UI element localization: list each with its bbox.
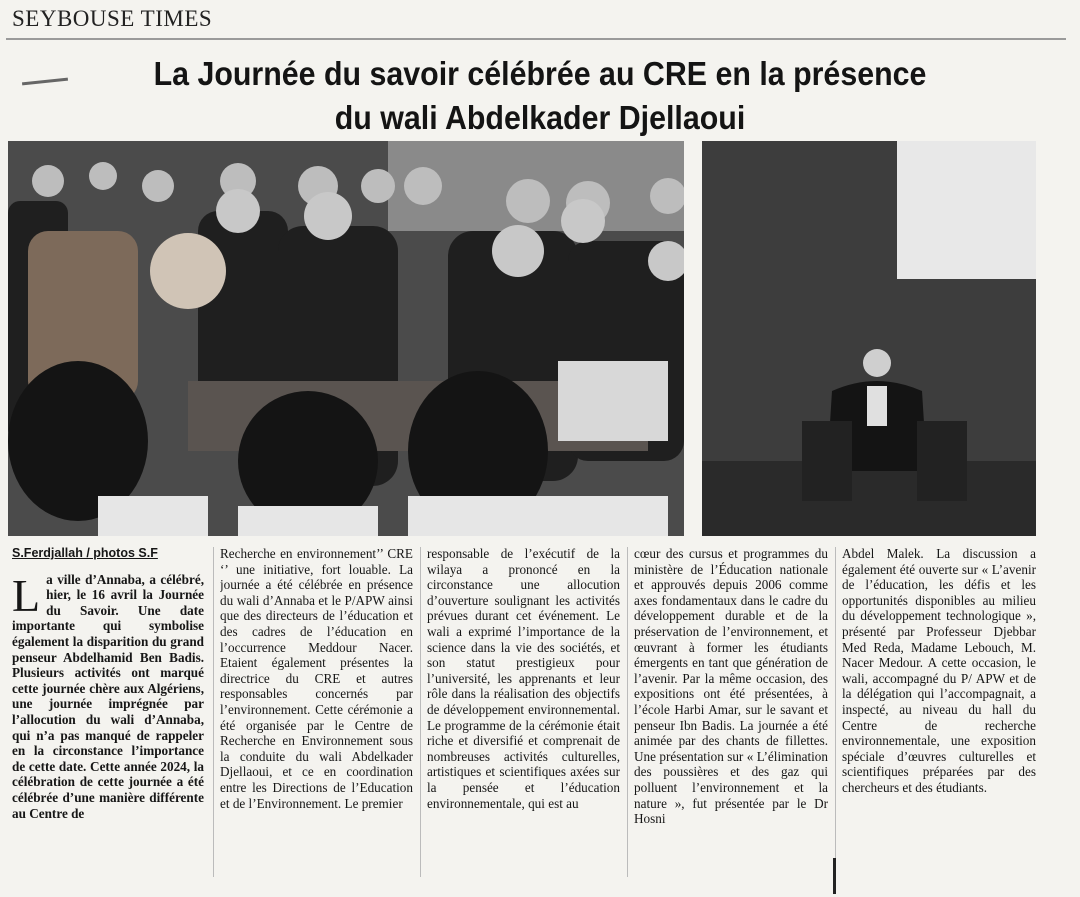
column-4-text: cœur des cursus et programmes du ministère de l’Éducation nationale et approuvés depuis 2006 comme axes fondamentaux dans le cadre du développement durable et de la préservation de l’environnement, et œuvrant à former les étudiants émergents en tant que génération de l’avenir. Par la même occasion, des expositions ont été présentées, à l’école Harbi Amar, sur le savant et penseur Ibn Badis. La journée a été animée par des chants de fillettes. Une présentation sur « L’élimination des poussières et des gaz qui polluent l’environnement et la nature », fut présentée par le Dr Hosni — [634, 546, 828, 827]
column-5-text: Abdel Malek. La discussion a également été ouverte sur « L’avenir de l’éducation, les défis et les opportunités disponibles au milieu du développement technologique », présenté par Professeur Djebbar Med Reda, Madame Lebouch, M. Nacer Medour. A cette occasion, le wali, accompagné du P/ APW et de la délégation qui l’accompagnait, a inspecté, au niveau du hall du Centre de recherche environnementale, une exposition spéciale d’œuvres culturelles et scientifiques préparées par des chercheurs et des étudiants. — [842, 546, 1036, 795]
masthead-rule — [6, 38, 1066, 40]
photo-ceremony-crowd — [8, 141, 684, 536]
drop-cap: L — [12, 569, 41, 621]
column-3-text: responsable de l’exécutif de la wilaya a prononcé en la circonstance une allocution d’ouverture soulignant les activités prévues durant cet événement. Le wali a exprimé l’importance de la science dans la vie des sociétés, et son statut prestigieux pour l’université, les apprenants et leur rôle dans la réalisation des objectifs de développement environnemental. Le programme de la cérémonie était riche et diversifié et comprenait de nombreuses activités culturelles, artistiques et scientifiques axées sur la pensée et l’éducation environnementale, qui est au — [427, 546, 620, 811]
decorative-dash — [22, 78, 68, 86]
headline-line-2: du wali Abdelkader Djellaoui — [334, 99, 746, 136]
column-divider — [835, 547, 836, 877]
byline: S.Ferdjallah / photos S.F — [12, 546, 158, 560]
article-column-2 — [220, 546, 413, 876]
article-column-5 — [842, 546, 1036, 876]
column-divider — [213, 547, 214, 877]
article-column-1 — [12, 546, 204, 876]
column-divider — [420, 547, 421, 877]
column-divider — [627, 547, 628, 877]
photo-ceremony-crowd-illustration — [8, 141, 684, 536]
article-column-4 — [634, 546, 828, 876]
column-2-text: Recherche en environnement’’ CRE ‘’ une initiative, fort louable. La journée a été célébrée en présence du wali d’Annaba et le P/APW ainsi que des directeurs de l’éducation et des cadres de l’éducation en l’occurrence Meddour Nacer. Etaient également présentes la directrice du CRE et autres responsables concernés par l’environnement. Cette cérémonie a été organisée par le Centre de Recherche en Environnement sous la conduite du wali Abdelkader Djellaoui, et ce en coordination entre les Directions de l’Education et de l’Environnement. Le premier — [220, 546, 413, 811]
headline-line-1: La Journée du savoir célébrée au CRE en la présence — [153, 55, 927, 92]
photo-seated-speaker-illustration — [702, 141, 1036, 536]
masthead: SEYBOUSE TIMES — [12, 6, 213, 31]
article-column-3 — [427, 546, 620, 876]
column-1-text: a ville d’Annaba, a célébré, hier, le 16 avril la Journée du Savoir. Une date importante qui symbolise également la disparition du grand penseur Abdelhamid Ben Badis. Plusieurs activités ont marqué cette journée chère aux Algériens, une journée imprégnée par l’allocution du wali d’Annaba, qui n’a pas manqué de rappeler en la circonstance l’importance de cette date. Cette année 2024, la célébration de cette journée a été célébrée d’une manière différente au Centre de — [12, 571, 204, 821]
article-headline — [108, 52, 973, 140]
fold-mark — [833, 858, 836, 894]
photo-seated-speaker — [702, 141, 1036, 536]
